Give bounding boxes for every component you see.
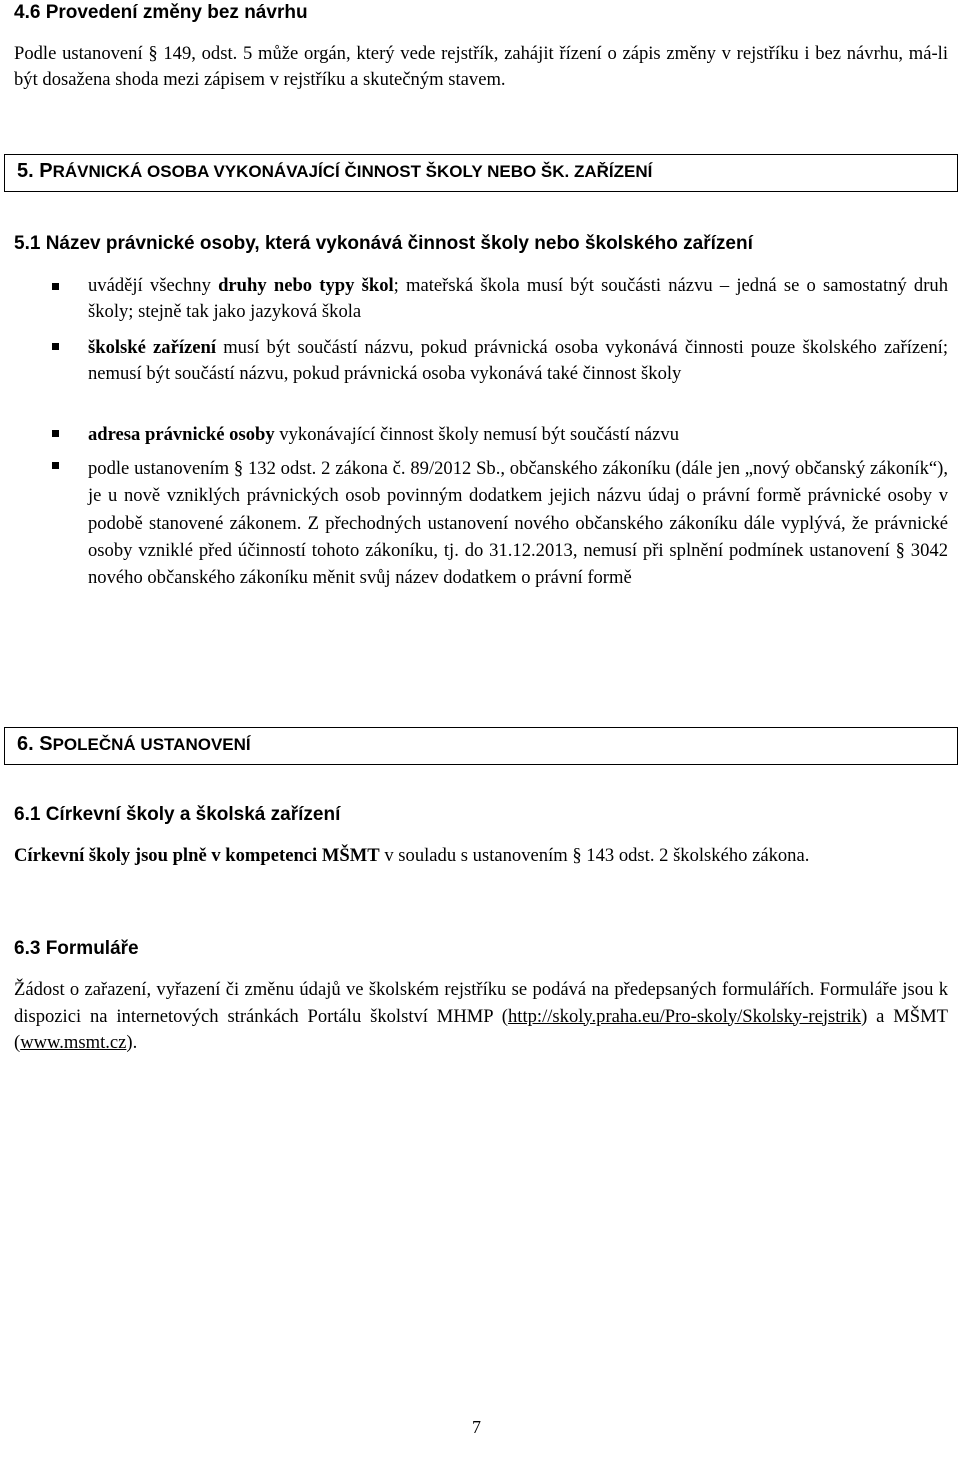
bullet-item-pravni-forma: podle ustanovením § 132 odst. 2 zákona č. 89/2012 Sb., občanského zákoníku (dále jen „nový občanský zákoník“), je u nově vzniklých právnických osob povinným dodatkem jejich názvu údaj o právní formě právnické osoby v podobě stanovené zákonem. Z přechodných ustanovení nového občanského zákoníku dále vyplývá, že právnické osoby vzniklé před účinností tohoto zákoníku, tj. do 31.12.2013, nemusí při splnění podmínek ustanovení § 3042 nového občanského zákoníku měnit svůj název dodatkem o právní formě: [88, 458, 948, 589]
heading-6-3: 6.3 Formuláře: [14, 938, 139, 959]
bullet-item-adresa: adresa právnické osoby vykonávající činnost školy nemusí být součástí názvu: [88, 424, 680, 445]
section-6-heading: 6. SPOLEČNÁ USTANOVENÍ: [17, 733, 251, 755]
paragraph-4-6: Podle ustanovení § 149, odst. 5 může orgán, který vede rejstřík, zahájit řízení o zápis změny v rejstříku i bez návrhu, má-li být dosažena shoda mezi zápisem v rejstříku a skutečným stavem.: [14, 43, 948, 90]
bullet-marker: [52, 430, 59, 437]
heading-6-1: 6.1 Církevní školy a školská zařízení: [14, 804, 341, 825]
section-6-heading-box: [4, 727, 958, 765]
bullet-item-skolske-zarizeni: školské zařízení musí být součástí názvu, pokud právnická osoba vykonává činnosti pouze školského zařízení; nemusí být součástí názvu, pokud právnická osoba vykonává také činnost školy: [88, 337, 948, 384]
link-skolsky-rejstrik[interactable]: http://skoly.praha.eu/Pro-skoly/Skolsky-rejstrik: [507, 1005, 862, 1027]
bullet-marker: [52, 283, 59, 290]
page-number: 7: [472, 1417, 481, 1437]
heading-5-1: 5.1 Název právnické osoby, která vykonává činnost školy nebo školského zařízení: [14, 233, 753, 254]
bullet-marker: [52, 343, 59, 350]
paragraph-6-1: Církevní školy jsou plně v kompetenci MŠMT v souladu s ustanovením § 143 odst. 2 školského zákona.: [14, 845, 810, 866]
bullet-item-druhy-skol: uvádějí všechny druhy nebo typy škol; mateřská škola musí být součásti názvu – jedná se o samostatný druh školy; stejně tak jako jazyková škola: [88, 275, 948, 322]
paragraph-6-3: Žádost o zařazení, vyřazení či změnu údajů ve školském rejstříku se podává na předepsaných formulářích. Formuláře jsou k dispozici na internetových stránkách Portálu školství MHMP (http://skoly.praha.eu/Pro-skoly/Skolsky-rejstrik) a MŠMT (www.msmt.cz).: [14, 979, 948, 1053]
bullet-marker: [52, 462, 59, 469]
section-5-heading-box: [4, 154, 958, 192]
heading-4-6: 4.6 Provedení změny bez návrhu: [14, 2, 308, 23]
section-5-heading: 5. PRÁVNICKÁ OSOBA VYKONÁVAJÍCÍ ČINNOST ŠKOLY NEBO ŠK. ZAŘÍZENÍ: [17, 160, 653, 182]
link-msmt[interactable]: www.msmt.cz: [20, 1032, 127, 1053]
